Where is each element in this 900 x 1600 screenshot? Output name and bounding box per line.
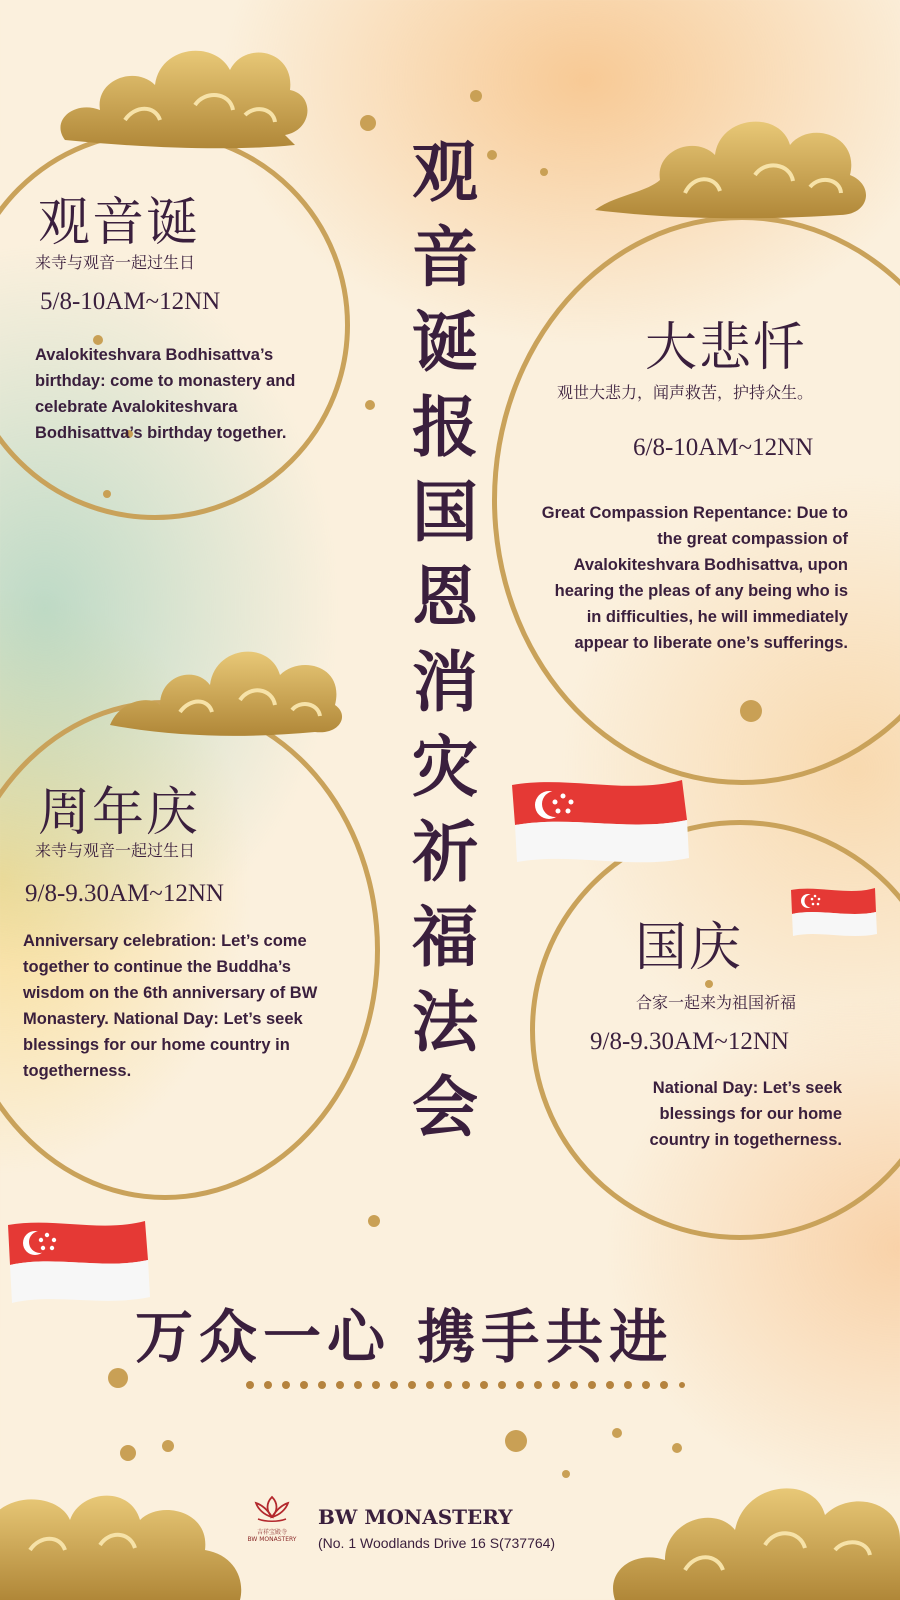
main-title-char: 音 xyxy=(412,218,478,296)
dotted-divider xyxy=(245,1375,685,1395)
main-title-char: 恩 xyxy=(412,558,478,636)
main-title-char: 诞 xyxy=(412,303,478,381)
main-title-char: 观 xyxy=(412,133,478,211)
gold-dot xyxy=(505,1430,527,1452)
gold-cloud-icon xyxy=(45,10,315,160)
national-day-title: 国庆 xyxy=(635,918,744,978)
gold-cloud-icon xyxy=(585,75,875,225)
repentance-title: 大悲忏 xyxy=(645,318,808,378)
anniversary-title: 周年庆 xyxy=(38,783,201,843)
anniversary-subtitle: 来寺与观音一起过生日 xyxy=(35,841,196,860)
national-day-subtitle: 合家一起来为祖国祈福 xyxy=(636,993,797,1012)
logo-text-en: BW MONASTERY xyxy=(247,1536,297,1543)
guanyin-description: Avalokiteshvara Bodhisattva’s birthday: come to monastery and celebrate Avalokiteshvara Bodhisattva’s birthday together. xyxy=(35,346,296,442)
main-title-char: 灾 xyxy=(412,728,478,806)
lotus-logo-icon xyxy=(252,1495,292,1523)
gold-cloud-icon xyxy=(100,600,350,740)
monastery-logo xyxy=(242,1495,302,1543)
main-title-char: 福 xyxy=(412,898,478,976)
guanyin-date: 5/8-10AM~12NN xyxy=(40,288,221,315)
gold-dot xyxy=(740,700,762,722)
main-title-char: 法 xyxy=(412,983,478,1061)
repentance-description: Great Compassion Repentance: Due to the great compassion of Avalokiteshvara Bodhisattva, upon hearing the pleas of any being who is in difficulties, he will immediately appear to liberate one’s sufferings. xyxy=(541,504,848,652)
singapore-flag-icon xyxy=(507,770,692,870)
logo-text-cn: 吉祥宝殿寺 xyxy=(256,1529,287,1536)
main-title-char: 消 xyxy=(412,643,478,721)
gold-dot xyxy=(162,1440,174,1452)
gold-dot xyxy=(470,90,482,102)
singapore-flag-icon xyxy=(788,882,878,942)
slogan: 万众一心 携手共进 xyxy=(135,1303,674,1371)
gold-cloud-icon xyxy=(0,1450,250,1600)
gold-dot xyxy=(108,1368,128,1388)
anniversary-date: 9/8-9.30AM~12NN xyxy=(25,880,224,907)
gold-dot xyxy=(103,490,111,498)
main-title-char: 祈 xyxy=(412,813,478,891)
gold-dot xyxy=(368,1215,380,1227)
singapore-flag-icon xyxy=(5,1215,153,1307)
main-title-char: 国 xyxy=(412,473,478,551)
national-day-date: 9/8-9.30AM~12NN xyxy=(590,1028,789,1055)
gold-dot xyxy=(365,400,375,410)
monastery-name: BW MONASTERY xyxy=(318,1505,513,1529)
national-day-description: National Day: Let’s seek blessings for our home country in togetherness. xyxy=(649,1079,842,1149)
guanyin-title: 观音诞 xyxy=(38,193,201,253)
repentance-subtitle: 观世大悲力，闻声救苦，护持众生。 xyxy=(557,383,814,402)
anniversary-description: Anniversary celebration: Let’s come together to continue the Buddha’s wisdom on the 6th anniversary of BW Monastery. National Day: Let’s seek blessings for our home country in togetherness. xyxy=(23,932,318,1080)
gold-dot xyxy=(612,1428,622,1438)
gold-dot xyxy=(672,1443,682,1453)
monastery-address: (No. 1 Woodlands Drive 16 S(737764) xyxy=(318,1535,556,1551)
gold-dot xyxy=(705,980,713,988)
gold-cloud-icon xyxy=(605,1420,900,1600)
gold-dot xyxy=(360,115,376,131)
main-title xyxy=(395,130,495,1150)
gold-dot xyxy=(120,1445,136,1461)
guanyin-subtitle: 来寺与观音一起过生日 xyxy=(35,253,196,272)
main-title-char: 报 xyxy=(412,388,478,466)
gold-dot xyxy=(562,1470,570,1478)
main-title-char: 会 xyxy=(412,1068,478,1146)
repentance-date: 6/8-10AM~12NN xyxy=(633,434,814,461)
gold-dot xyxy=(540,168,548,176)
